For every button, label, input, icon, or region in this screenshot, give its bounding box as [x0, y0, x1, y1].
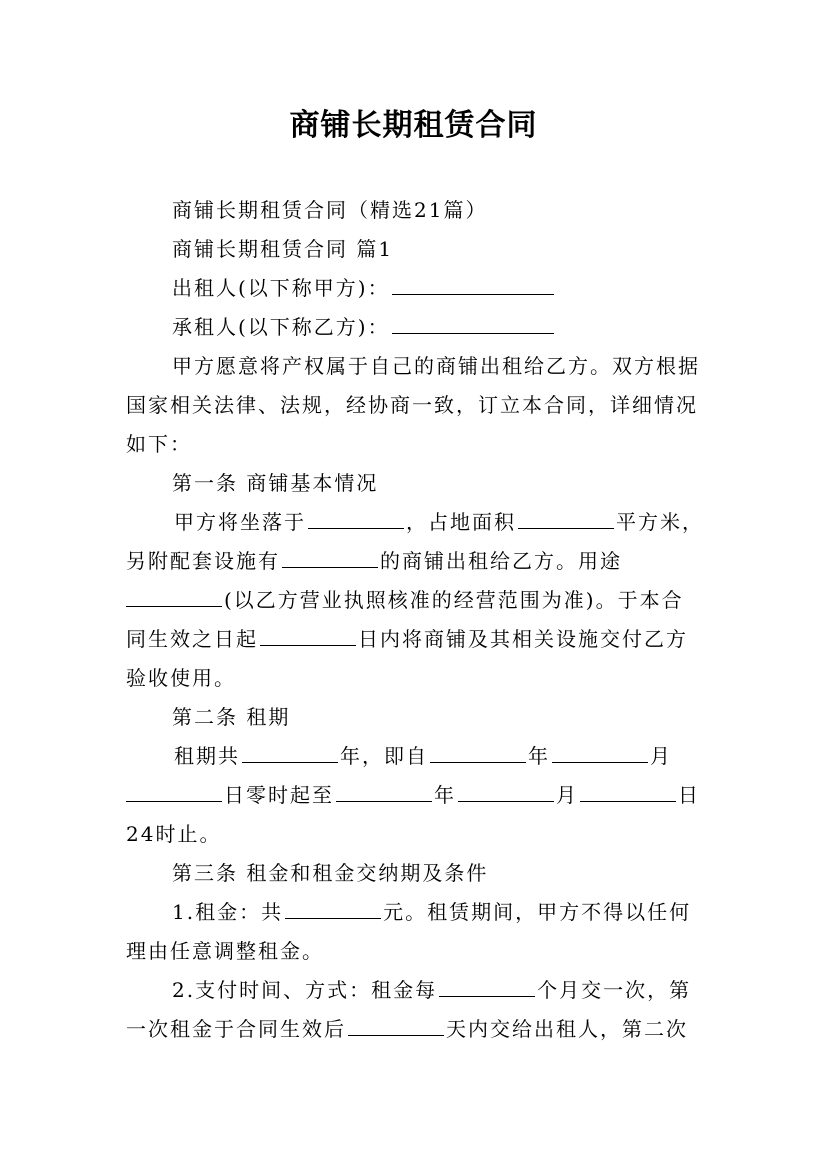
first-payment-days-blank [348, 1013, 444, 1036]
text-segment: 1.租金：共 [172, 900, 284, 924]
article3-line-4 [126, 1009, 688, 1049]
subtitle: 商铺长期租赁合同（精选21篇） [172, 198, 488, 222]
article1-heading: 第一条 商铺基本情况 [172, 471, 379, 495]
article1-line-1 [174, 502, 704, 542]
years-blank [242, 740, 338, 763]
area-blank [518, 506, 614, 529]
payment-months-blank [439, 974, 535, 997]
text-segment: 另附配套设施有 [126, 549, 280, 573]
intro-line-3: 如下： [126, 432, 192, 456]
article2-line-3: 24时止。 [126, 822, 222, 846]
end-month-blank [458, 779, 554, 802]
text-segment: 同生效之日起 [126, 627, 258, 651]
article3-line-1 [172, 892, 691, 932]
text-segment: ，占地面积 [406, 510, 516, 534]
intro-line-1: 甲方愿意将产权属于自己的商铺出租给乙方。双方根据 [172, 354, 700, 378]
text-segment: 日内将商铺及其相关设施交付乙方 [358, 627, 688, 651]
lessor-label: 出租人(以下称甲方)： [172, 276, 390, 300]
article3-line-3 [172, 970, 691, 1010]
article1-line-4 [126, 619, 688, 659]
text-segment: 天内交给出租人，第二次 [446, 1017, 688, 1041]
lessee-blank [392, 311, 554, 334]
text-segment: 租期共 [174, 744, 240, 768]
text-segment: 元。租赁期间，甲方不得以任何 [383, 900, 692, 924]
text-segment: 年 [434, 783, 456, 807]
article3-heading: 第三条 租金和租金交纳期及条件 [172, 861, 489, 885]
end-day-blank [580, 779, 676, 802]
end-year-blank [336, 779, 432, 802]
text-segment: 2.支付时间、方式：租金每 [172, 978, 438, 1002]
article1-line-2 [126, 541, 622, 581]
lessee-label: 承租人(以下称乙方)： [172, 315, 390, 339]
location-blank [308, 506, 404, 529]
document-title: 商铺长期租赁合同 [289, 108, 538, 143]
rent-amount-blank [285, 896, 381, 919]
article1-line-3 [124, 580, 684, 620]
text-segment: 个月交一次，第 [537, 978, 692, 1002]
text-segment: 平方米， [616, 510, 704, 534]
facilities-blank [282, 545, 378, 568]
text-segment: 日零时起至 [224, 783, 334, 807]
text-segment: (以乙方营业执照核准的经营范围为准)。于本合 [224, 588, 684, 612]
start-month-blank [552, 740, 648, 763]
days-blank [260, 623, 356, 646]
text-segment: 日 [678, 783, 700, 807]
text-segment: 年 [528, 744, 550, 768]
text-segment: 甲方将坐落于 [174, 510, 306, 534]
part-heading: 商铺长期租赁合同 篇1 [172, 237, 394, 261]
text-segment: 一次租金于合同生效后 [126, 1017, 346, 1041]
article1-line-5: 验收使用。 [126, 666, 236, 690]
start-day-blank [126, 779, 222, 802]
start-year-blank [430, 740, 526, 763]
article2-line-2 [124, 775, 700, 815]
article3-line-2: 理由任意调整租金。 [126, 939, 324, 963]
text-segment: 年，即自 [340, 744, 428, 768]
lessee-line [172, 307, 556, 347]
text-segment: 月 [556, 783, 578, 807]
article2-heading: 第二条 租期 [172, 705, 291, 729]
usage-blank [126, 584, 222, 607]
text-segment: 的商铺出租给乙方。用途 [380, 549, 622, 573]
article2-line-1 [174, 736, 672, 776]
lessor-line [172, 268, 556, 308]
lessor-blank [392, 272, 554, 295]
text-segment: 月 [650, 744, 672, 768]
intro-line-2: 国家相关法律、法规，经协商一致，订立本合同，详细情况 [126, 393, 698, 417]
